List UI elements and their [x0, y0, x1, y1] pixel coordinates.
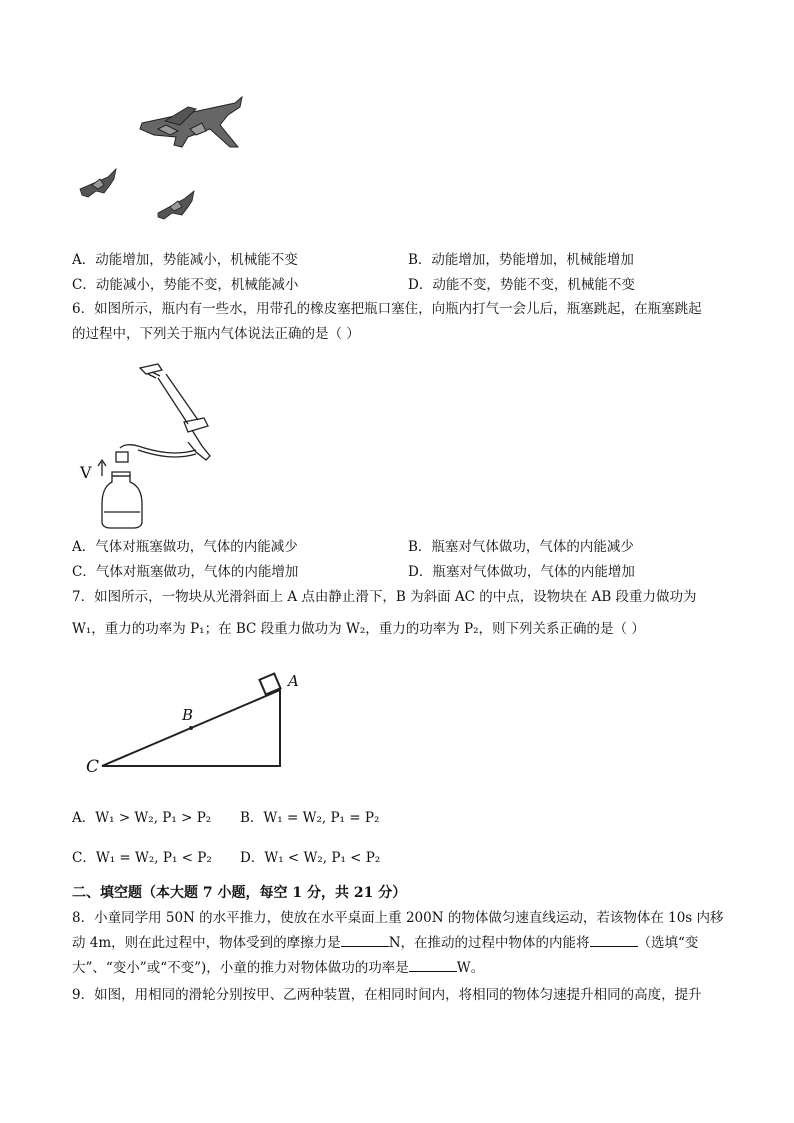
fighter-plane-icon: [158, 191, 194, 219]
q7-option-b: B．W₁ = W₂, P₁ = P₂: [240, 810, 380, 826]
q8-stem-line1: 8．小童同学用 50N 的水平推力，使放在水平桌面上重 200N 的物体做匀速直线运动，若该物体在 10s 内移: [72, 910, 724, 926]
q7-option-d: D．W₁ < W₂, P₁ < P₂: [240, 850, 381, 866]
velocity-label: V: [80, 463, 92, 482]
q5-option-a: A．动能增加，势能减小，机械能不变: [72, 252, 298, 268]
section-title: 二、填空题（本大题 7 小题，每空 1 分，共 21 分）: [72, 885, 407, 901]
point-c-label: C: [86, 757, 100, 777]
q8-text-part: 大”、“变小”或“不变”)，小童的推力对物体做功的功率是: [72, 960, 409, 976]
q6-option-c: C．气体对瓶塞做功，气体的内能增加: [72, 564, 299, 580]
q6-option-b: B．瓶塞对气体做功，气体的内能减少: [408, 539, 634, 555]
q8-stem-line3: [72, 957, 484, 978]
q6-option-d: D．瓶塞对气体做功，气体的内能增加: [408, 564, 635, 580]
q8-text-part: N，在推动的过程中物体的内能将: [388, 935, 590, 951]
q8-text-part: 动 4m，则在此过程中，物体受到的摩擦力是: [72, 935, 341, 951]
q7-stem-line2: W₁，重力的功率为 P₁；在 BC 段重力做功为 W₂，重力的功率为 P₂，则下列关系正确的是（ ）: [72, 621, 645, 637]
q7-option-c: C．W₁ = W₂, P₁ < P₂: [72, 850, 212, 866]
fighter-plane-icon: [80, 169, 116, 197]
answer-blank-friction[interactable]: [341, 932, 389, 947]
q8-text-part: W。: [456, 960, 485, 976]
bomber-plane-icon: [140, 97, 242, 147]
answer-blank-internal-energy[interactable]: [590, 932, 638, 947]
q6-stem-line2: 的过程中，下列关于瓶内气体说法正确的是（ ）: [72, 326, 360, 342]
q7-stem-line1: 7．如图所示，一物块从光滑斜面上 A 点由静止滑下，B 为斜面 AC 的中点，设物块在 AB 段重力做功为: [72, 589, 697, 605]
planes-figure: [70, 85, 260, 225]
q6-option-a: A．气体对瓶塞做功，气体的内能减少: [72, 539, 298, 555]
q7-option-a: A．W₁ > W₂, P₁ > P₂: [72, 810, 212, 826]
q8-stem-line2: [72, 932, 698, 953]
q5-option-b: B．动能增加，势能增加，机械能增加: [408, 252, 634, 268]
q5-option-c: C．动能减小，势能不变，机械能减小: [72, 277, 299, 293]
q6-stem-line1: 6．如图所示，瓶内有一些水，用带孔的橡皮塞把瓶口塞住，向瓶内打气一会儿后，瓶塞跳起，在瓶塞跳起: [72, 301, 702, 317]
point-b-label: B: [182, 706, 194, 724]
q5-option-d: D．动能不变，势能不变，机械能不变: [408, 277, 635, 293]
incline-figure: [84, 668, 314, 778]
answer-blank-power[interactable]: [409, 957, 457, 972]
pump-bottle-figure: [76, 360, 226, 535]
q8-text-part: （选填“变: [637, 935, 699, 951]
point-a-label: A: [288, 672, 299, 690]
q9-stem-line1: 9．如图，用相同的滑轮分别按甲、乙两种装置，在相同时间内，将相同的物体匀速提升相同的高度，提升: [72, 987, 702, 1003]
